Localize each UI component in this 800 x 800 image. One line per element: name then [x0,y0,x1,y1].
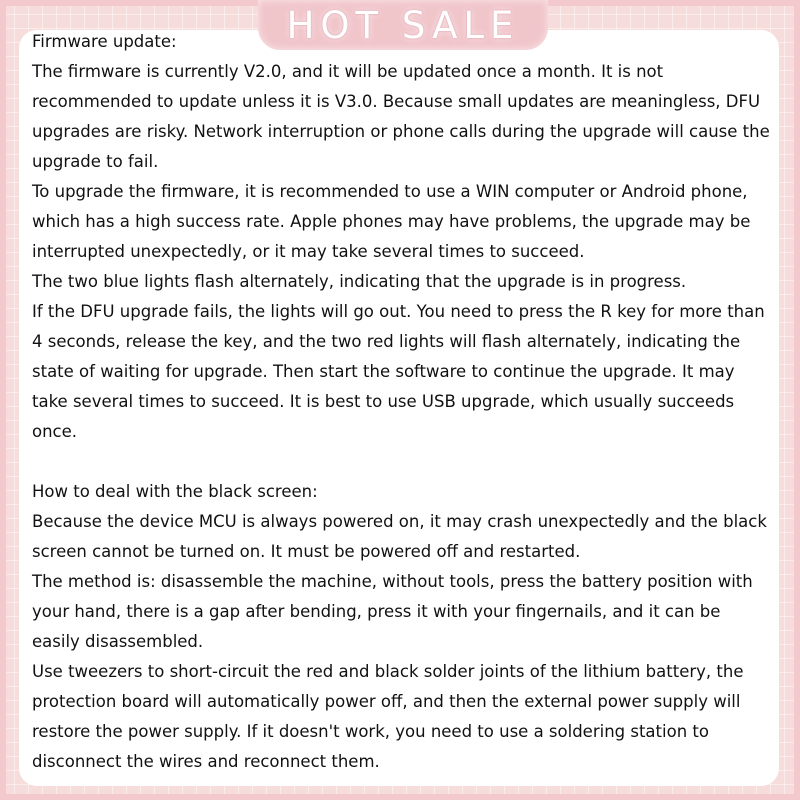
section-heading-firmware: Firmware update: [32,32,177,51]
paragraph: Because the device MCU is always powered on, it may crash unexpectedly and the black screen cannot be turned on. It must be powered off and restarted. [32,512,767,561]
section-spacer [32,447,772,477]
paragraph: If the DFU upgrade fails, the lights will go out. You need to press the R key for more than 4 seconds, release the key, and the two red lights will flash alternately, indicating the state of waiting for upgrade. Then start the software to continue the upgrade. It may take several times to succeed. It is best to use USB upgrade, which usually succeeds once. [32,302,765,441]
paragraph: Use tweezers to short-circuit the red and black solder joints of the lithium battery, the protection board will automatically power off, and then the external power supply will restore the power supply. If it doesn't work, you need to use a soldering station to disconnect the wires and reconnect them. [32,662,744,771]
section-heading-black-screen: How to deal with the black screen: [32,482,318,501]
paragraph: To upgrade the firmware, it is recommended to use a WIN computer or Android phone, which has a high success rate. Apple phones may have problems, the upgrade may be interrupted unexpectedly, or it may take several times to succeed. [32,182,751,261]
banner-text: HOT SALE [286,3,520,47]
instructions-text [32,27,772,777]
paragraph: The two blue lights flash alternately, indicating that the upgrade is in progress. [32,272,687,291]
paragraph: The firmware is currently V2.0, and it will be updated once a month. It is not recommended to update unless it is V3.0. Because small updates are meaningless, DFU upgrades are risky. Network interruption or phone calls during the upgrade will cause the upgrade to fail. [32,62,770,171]
paragraph: The method is: disassemble the machine, without tools, press the battery position with your hand, there is a gap after bending, press it with your fingernails, and it can be easily disassembled. [32,572,753,651]
